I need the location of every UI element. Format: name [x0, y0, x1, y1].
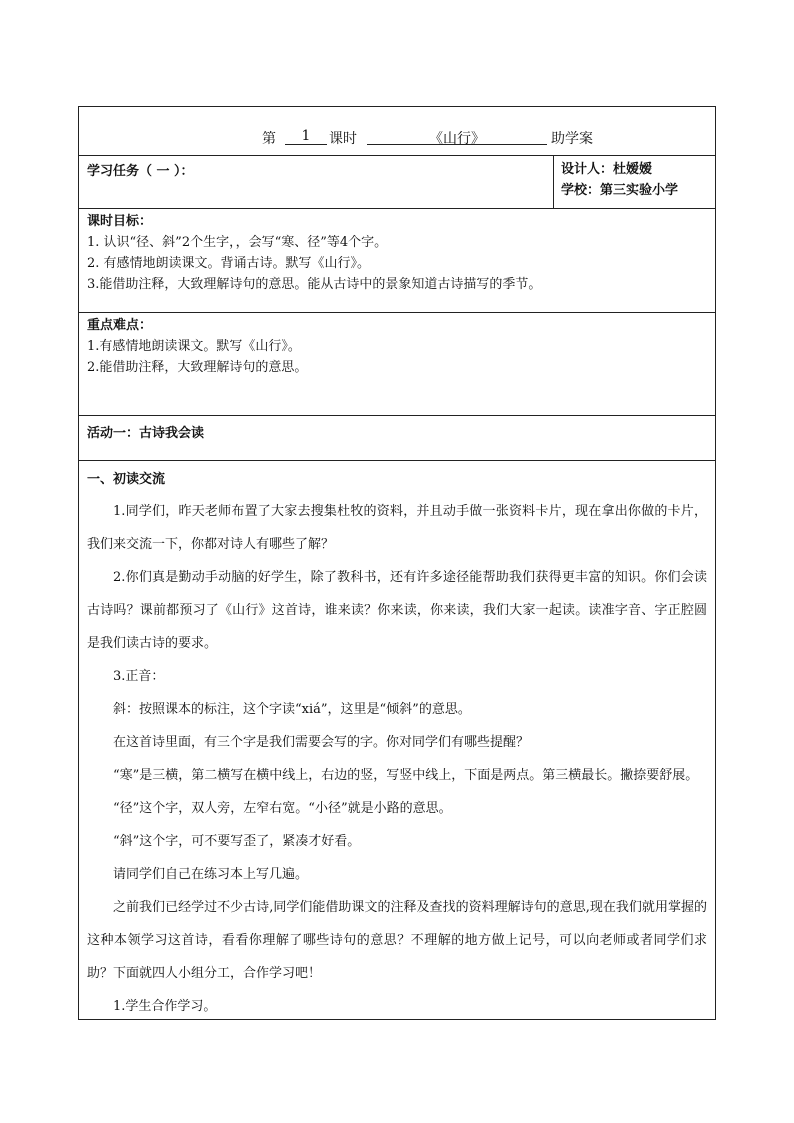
paragraph: “径”这个字，双人旁，左窄右宽。“小径”就是小路的意思。 [113, 801, 452, 816]
paragraph: 请同学们自己在练习本上写几遍。 [113, 867, 309, 882]
section-heading: 一、初读交流 [87, 472, 166, 487]
paragraph: 2.你们真是勤动手动脑的好学生，除了教科书，还有许多途径能帮助我们获得更丰富的知识。你们会读古诗吗？课前都预习了《山行》这首诗，谁来读？你来读，你来读，我们大家一起读。读准字音、字正腔圆是我们读古诗的要求。 [87, 570, 707, 651]
goal-item: 2. 有感情地朗读课文。背诵古诗。默写《山行》。 [87, 256, 371, 271]
paragraph: 在这首诗里面，有三个字是我们需要会写的字。你对同学们有哪些提醒？ [113, 735, 530, 750]
key-points-section [79, 313, 715, 416]
key-point-item: 2.能借助注释，大致理解诗句的意思。 [87, 360, 308, 375]
title-suffix: 助学案 [551, 131, 593, 147]
paragraph: “寒”是三横，第二横写在横中线上，右边的竖，写竖中线上，下面是两点。第三横最长。撇捺要舒展。 [113, 768, 699, 783]
goal-item: 3.能借助注释，大致理解诗句的意思。能从古诗中的景象知道古诗描写的季节。 [87, 277, 542, 292]
paragraph: 3.正音： [113, 669, 165, 684]
lesson-body [79, 461, 715, 1019]
paragraph: “斜”这个字，可不要写歪了，紧凑才好看。 [113, 834, 361, 849]
paragraph: 斜：按照课本的标注，这个字读“xiá”，这里是“倾斜”的意思。 [113, 702, 471, 717]
designer: 设计人：杜嫒嫒 [561, 162, 653, 177]
goals-section [79, 209, 715, 313]
key-points-heading: 重点难点： [87, 318, 153, 333]
school: 学校：第三实验小学 [561, 183, 679, 198]
poem-title: 《山行》 [367, 128, 547, 145]
activity-title: 活动一：古诗我会读 [87, 426, 205, 441]
goal-item: 1. 认识“径、斜”2个生字，，会写“寒、径”等4个字。 [87, 235, 388, 250]
paragraph: 之前我们已经学过不少古诗,同学们能借助课文的注释及查找的资料理解诗句的意思,现在我们就用掌握的这种本领学习这首诗，看看你理解了哪些诗句的意思？不理解的地方做上记号，可以向老师或者同学们求助？下面就四人小组分工，合作学习吧！ [87, 900, 707, 981]
lesson-suffix: 课时 [329, 131, 357, 147]
designer-info [561, 159, 678, 201]
task-row [79, 156, 715, 209]
paragraph: 1.同学们，昨天老师布置了大家去搜集杜牧的资料，并且动手做一张资料卡片，现在拿出你做的卡片，我们来交流一下，你都对诗人有哪些了解？ [87, 504, 707, 552]
goals-heading: 课时目标： [87, 214, 153, 229]
paragraph: 1.学生合作学习。 [113, 999, 217, 1014]
task-label: 学习任务（ 一 ）： [79, 156, 554, 208]
lesson-number: 1 [285, 128, 327, 145]
worksheet-table [78, 106, 716, 1020]
title-prefix: 第 [262, 131, 276, 147]
title-row [79, 107, 715, 156]
activity-row [79, 416, 715, 461]
key-point-item: 1.有感情地朗读课文。默写《山行》。 [87, 339, 301, 354]
